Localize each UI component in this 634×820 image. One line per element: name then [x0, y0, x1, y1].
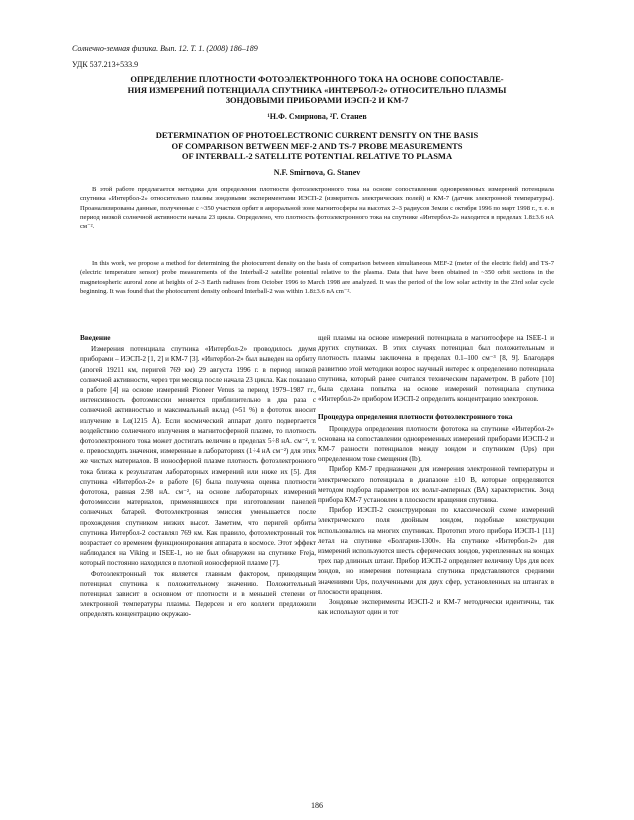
body-paragraph: Прибор КМ-7 предназначен для измерения электронной температуры и электрического потенциала в диапазоне ±10 В, которые определяются методом подбора параметров их вольт-амперных (ВА) характеристик. Зонд прибора КМ-7 установлен в плоскости вращения спутника. [318, 465, 554, 505]
english-authors: N.F. Smirnova, G. Stanev [273, 168, 361, 177]
body-paragraph-continued: щей плазмы на основе измерений потенциала в магнитосфере на ISEE-1 и других спутниках. В этих случаях потенциал был положительным и плотность плазмы заключена в пределах 0.1–100 см⁻³ [8, 9]. Благодаря развитию этой методики возрос научный интерес к определению потенциала спутника, который ранее считался техническим параметром. В работе [10] была сделана попытка на основе измерений потенциала спутника «Интербол-2» прибором ИЭСП-2 определить концентрацию электронов. [318, 334, 554, 404]
english-title-line: OF INTERBALL-2 SATELLITE POTENTIAL RELATIVE TO PLASMA [181, 151, 453, 161]
body-paragraph: Фотоэлектронный ток является главным фактором, приводящим потенциал спутника к положительному значению. Положительный потенциал зависит в основном от плотности и в меньшей степени от электронной температуры плазмы. Педерсен и его коллеги предложили определять концентрацию окружаю- [80, 569, 316, 619]
russian-abstract: В этой работе предлагается методика для определения плотности фотоэлектронного тока на основе сопоставления одновременных измерений потенциала спутника «Интербол-2» относительно плазмы зондовыми экспериментами ИЭСП-2 (измеритель электрических полей) и КМ-7 (датчик электронной температуры). Проанализированы данные, полученные с ~350 участков орбит в авроральной зоне магнитосферы на высотах 2–3 радиусов Земли с октября 1996 по март 1998 г., т. е. в период низкой солнечной активности начала 23 цикла. Определено, что плотность фотоэлектронного тока на спутнике «Интербол-2» находится в пределах 1.8±3.6 нА см⁻². [80, 186, 554, 231]
russian-title-line: ОПРЕДЕЛЕНИЕ ПЛОТНОСТИ ФОТОЭЛЕКТРОННОГО ТОКА НА ОСНОВЕ СОПОСТАВЛЕ- [130, 74, 504, 84]
english-title-line: DETERMINATION OF PHOTOELECTRONIC CURRENT DENSITY ON THE BASIS [155, 130, 479, 140]
russian-authors: ¹Н.Ф. Смирнова, ²Г. Станев [267, 112, 367, 121]
left-column [80, 333, 316, 620]
english-abstract: In this work, we propose a method for determining the photocurrent density on the basis of comparison between simultaneous MEF-2 (meter of the electric field) and TS-7 (electric temperature sensor) probe measurements of the Interball-2 satellite potential relative to the plasma. Data that have been obtained in ~350 orbit sections in the magnetospheric auroral zone at heights of 2–3 Earth radiuses from October 1996 to March 1998 are analyzed. It was the period of the low solar activity in the 23rd solar cycle beginning. It was found that the photocurrent density onboard Interball-2 was within 1.8±3.6 nA cm⁻². [80, 260, 554, 295]
russian-title-line: ЗОНДОВЫМИ ПРИБОРАМИ ИЭСП-2 И КМ-7 [225, 95, 409, 105]
body-paragraph: Прибор ИЭСП-2 сконструирован по классической схеме измерений электрического поля двойным зондом, подобные конструкции использовались на многих спутниках. Прототип этого прибора ИЭСП-1 [11] летал на спутнике «Болгария-1300». На спутнике «Интербол-2» для измерений используются шесть сферических зондов, укрепленных на концах трех пар длинных штанг. Прибор ИЭСП-2 определяет величину Ups для всех зондов, но измерения потенциала спутника представляются средними значениями Ups, полученными для двух сфер, установленных на штангах в плоскости вращения. [318, 506, 554, 596]
section-heading-introduction: Введение [80, 333, 111, 342]
body-paragraph: Зондовые эксперименты ИЭСП-2 и КМ-7 методически идентичны, так как используют один и тот [318, 598, 554, 617]
page-number: 186 [311, 801, 323, 810]
body-paragraph: Процедура определения плотности фототока на спутнике «Интербол-2» основана на сопоставлении одновременных измерений приборами ИЭСП-2 и КМ-7 разности потенциалов между зондом и спутником (Ups) при определенном токе смещения (Ib). [318, 424, 554, 464]
right-column [318, 333, 554, 617]
russian-title-line: НИЯ ИЗМЕРЕНИЙ ПОТЕНЦИАЛА СПУТНИКА «ИНТЕРБОЛ-2» ОТНОСИТЕЛЬНО ПЛАЗМЫ [127, 84, 507, 95]
section-heading-procedure: Процедура определения плотности фотоэлектронного тока [318, 412, 513, 422]
body-paragraph: Измерения потенциала спутника «Интербол-2» проводилось двумя приборами – ИЭСП-2 [1, 2] и КМ-7 [3]. «Интербол-2» был выведен на орбиту (апогей 19211 км, перигей 769 км) 29 августа 1996 г. в период низкой солнечной активности, через три месяца после начала 23 цикла. Как показано в работе [4] на основе измерений Pioneer Venus за период 1979–1987 гг., интенсивность фотоэмиссии меняется приблизительно в два раза с солнечной активностью и максимальный вклад (≈51 %) в фототок вносит излучение в Lα(1215 Å). Если космический аппарат долго подвергается воздействию солнечного излучения в магнитосферной плазме, то плотность фотоэлектронного тока может достигать величин в пределах 5÷8 нА. см⁻², т. е. превосходить значения, измеренные в лабораториях (1÷4 нА см⁻²) для этих же чистых материалов. В ионосферной плазме плотность фотоэлектронного тока близка к результатам лабораторных измерений или ниже их [5]. Для спутника «Интербол-2» в работе [6] была получена оценка плотности фототока, равная 2.98 нА. см⁻², на основе лабораторных измерений фотоэмиссии материалов, применявшихся при изготовлении панелей солнечных батарей. Фотоэлектронная эмиссия уменьшается после прохождения спутником низких высот. Заметим, что перигей орбиты спутника Интербол-2 составлял 769 км. Как правило, фотоэлектронный ток возрастает со временем функционирования аппарата в космосе. Этот эффект наблюдался на Viking и ISEE-1, но не был обнаружен на спутнике Freja, который постоянно находился в плотной ионосферной плазме [7]. [80, 345, 316, 568]
english-title-line: OF COMPARISON BETWEEN MEF-2 AND TS-7 PROBE MEASUREMENTS [171, 140, 463, 151]
udc-code: УДК 537.213+533.9 [72, 60, 139, 69]
english-title [72, 130, 562, 162]
journal-header: Солнечно-земная физика. Вып. 12. Т. 1. (2008) 186–189 [72, 44, 258, 53]
russian-title [72, 74, 562, 106]
